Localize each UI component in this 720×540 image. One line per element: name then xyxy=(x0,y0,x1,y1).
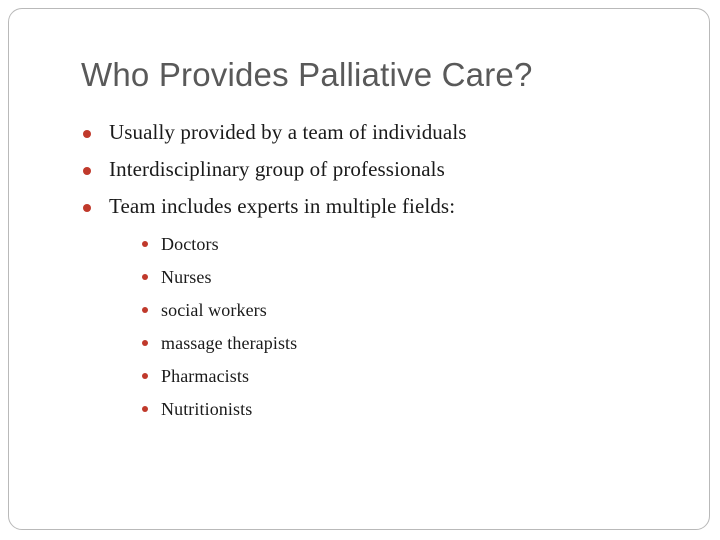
bullet-icon xyxy=(142,406,148,412)
list-item-label: social workers xyxy=(161,300,267,320)
list-item xyxy=(77,159,657,180)
bullet-icon xyxy=(142,307,148,313)
list-item-label: Pharmacists xyxy=(161,366,250,386)
bullet-icon xyxy=(83,130,91,138)
bullet-list xyxy=(77,122,657,434)
bullet-icon xyxy=(83,204,91,212)
slide-canvas xyxy=(8,8,710,530)
sub-bullet-list xyxy=(109,235,657,418)
list-item-label: Usually provided by a team of individuals xyxy=(109,120,467,144)
list-item xyxy=(109,367,657,385)
list-item-label: Doctors xyxy=(161,234,219,254)
bullet-icon xyxy=(142,241,148,247)
list-item-label: Nurses xyxy=(161,267,212,287)
list-item-label: Team includes experts in multiple fields: xyxy=(109,194,456,218)
list-item-label: Nutritionists xyxy=(161,399,253,419)
list-item xyxy=(77,196,657,418)
list-item xyxy=(109,400,657,418)
list-item-label: massage therapists xyxy=(161,333,298,353)
bullet-icon xyxy=(83,167,91,175)
list-item xyxy=(109,301,657,319)
bullet-icon xyxy=(142,274,148,280)
list-item xyxy=(109,334,657,352)
page-title: Who Provides Palliative Care? xyxy=(81,56,533,93)
list-item xyxy=(109,268,657,286)
list-item xyxy=(77,122,657,143)
bullet-icon xyxy=(142,340,148,346)
list-item-label: Interdisciplinary group of professionals xyxy=(109,157,445,181)
list-item xyxy=(109,235,657,253)
bullet-icon xyxy=(142,373,148,379)
